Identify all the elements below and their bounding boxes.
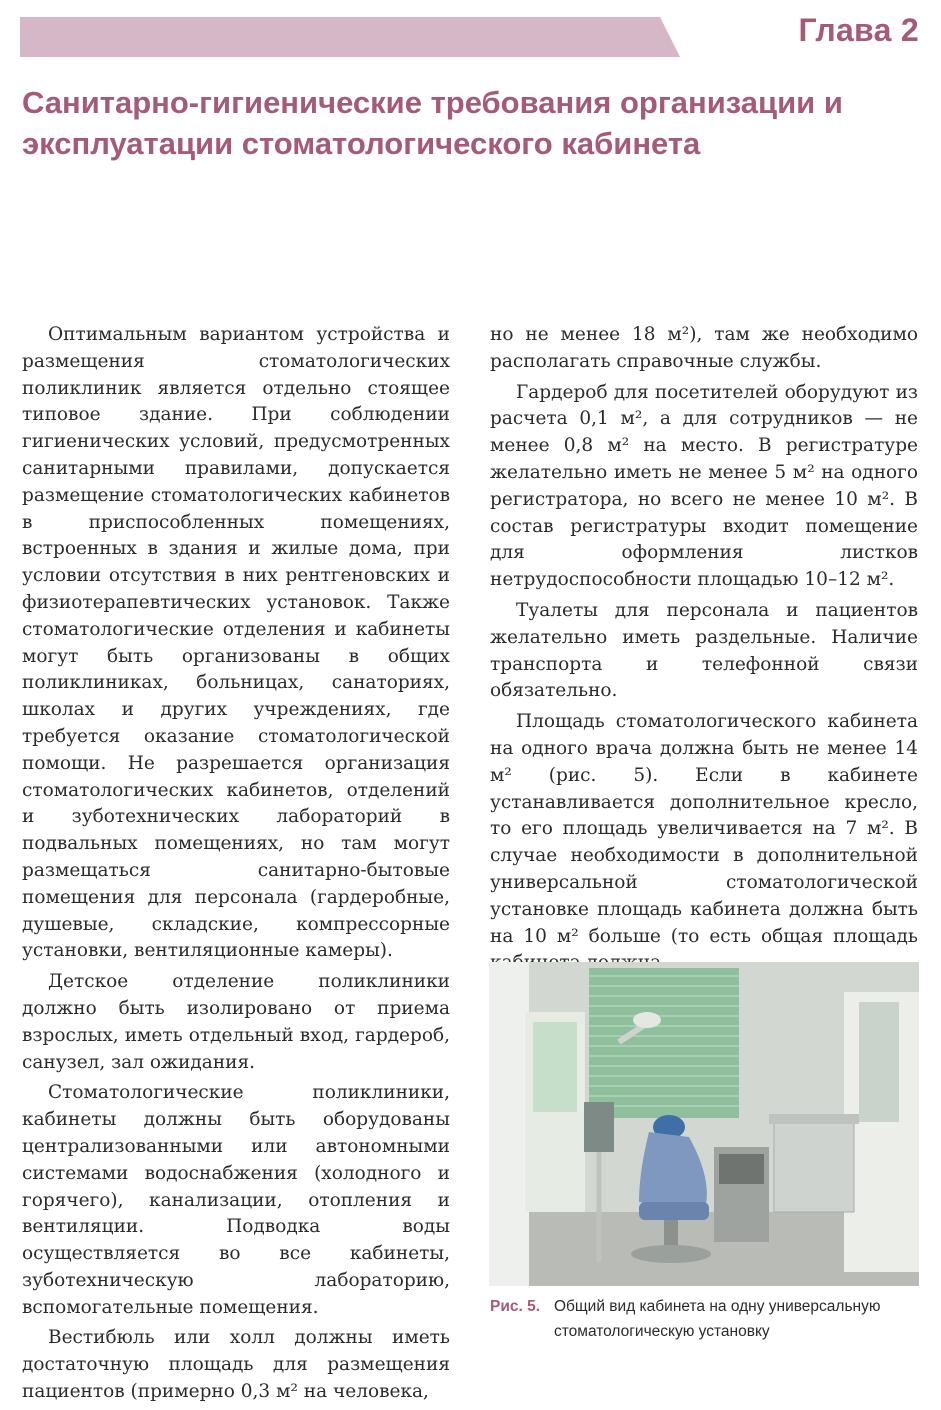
paragraph: Детское отделение поликлиники должно быть изолировано от приема взрослых, иметь отдельный вход, гардероб, санузел, зал ожидания.: [22, 971, 450, 1073]
text-column-right: [490, 322, 918, 981]
paragraph: но не менее 18 м²), там же необходимо располагать справочные службы.: [490, 324, 918, 372]
paragraph: Вестибюль или холл должны иметь достаточную площадь для размещения пациентов (примерно 0,3 м² на человека,: [22, 1327, 450, 1403]
text-column-left: [22, 322, 450, 1410]
dental-office-photo: [489, 962, 919, 1286]
paragraph: Площадь стоматологического кабинета на одного врача должна быть не менее 14 м² (рис. 5). Если в кабинете устанавливается дополнительное кресло, то его площадь увеличивается на 7 м². В случае необходимости в дополнительной универсальной стоматологической установке площадь кабинета должна быть на 10 м² больше (то есть общая площадь: [490, 711, 918, 947]
paragraph: Оптимальным вариантом устройства и размещения стоматологических поликлиник является отдельно стоящее типовое здание. При соблюдении гигиенических условий, предусмотренных санитарными правилами, допускается размещение стоматологических кабинетов в приспособленных помещениях, встроенных в здания и жилые дома, при условии отсутствия в них рентгеновских и физиотерапевтических установок. Также стоматологические отделения и кабинеты могут быть организованы в общих поликлиниках, больницах, санаториях, школах и других учреждениях, где требуется оказание стоматологической помощи. Не разрешается организация стоматологических кабинетов, отделений и зуботехнических лабораторий в подвальных помещениях, но там могут размещаться санитарно-бытовые помещения для персонала (гардеробные, душевые, складские, компрессорные установки, вентиляционные камеры).: [22, 324, 450, 962]
chapter-label: Глава 2: [798, 12, 919, 48]
paragraph: Стоматологические поликлиники, кабинеты должны быть оборудованы централизованными или автономными системами водоснабжения (холодного и горячего), канализации, отопления и вентиляции. Подводка воды осуществляется во все кабинеты, зуботехническую лабораторию, вспомогательные помещения.: [22, 1082, 450, 1318]
figure-caption: [490, 1294, 930, 1344]
paragraph: Туалеты для персонала и пациентов желательно иметь раздельные. Наличие транспорта и телефонной связи обязательно.: [490, 599, 918, 702]
dental-office-illustration: [489, 962, 919, 1286]
paragraph: Гардероб для посетителей оборудуют из расчета 0,1 м², а для сотрудников — не менее 0,8 м² на место. В регистратуре желательно иметь не менее 5 м² на одного регистратора, но всего не менее 10 м². В состав регистратуры входит помещение для оформления листков нетрудоспособности площадью 10–12 м².: [490, 381, 918, 591]
chapter-header-band: [20, 17, 680, 57]
page-title: Санитарно-гигиенические требования организации и эксплуатации стоматологического кабинета: [22, 85, 843, 161]
figure-caption-text: Общий вид кабинета на одну универсальную стоматологическую установку: [554, 1298, 881, 1340]
figure-label: Рис. 5.: [490, 1298, 541, 1315]
